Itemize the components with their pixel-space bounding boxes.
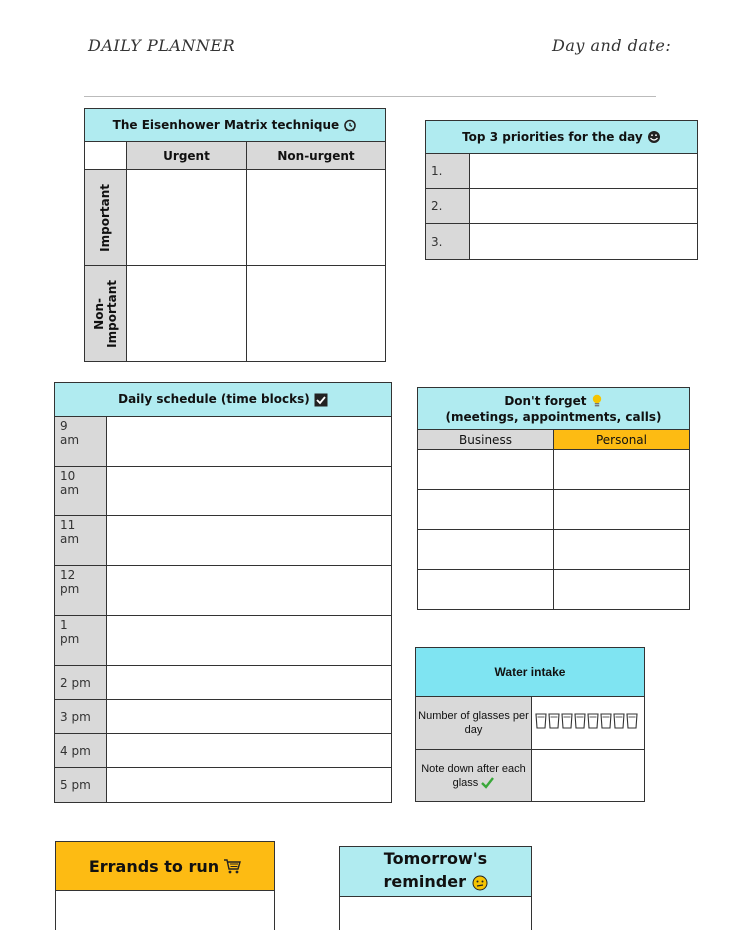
priorities-title-cell — [426, 121, 698, 154]
matrix-corner-cell — [85, 142, 127, 170]
time-slot-label: 10 am — [55, 467, 107, 516]
personal-entry[interactable] — [554, 530, 690, 570]
errands-body[interactable] — [55, 890, 275, 930]
priority-number-1: 1. — [426, 154, 470, 189]
time-slot-label: 12 pm — [55, 566, 107, 616]
priority-field-3[interactable] — [470, 224, 698, 260]
nonurgent-nonimportant-cell[interactable] — [247, 266, 386, 362]
glasses-tracker[interactable] — [532, 697, 645, 750]
header-divider — [84, 96, 656, 97]
glass-icon[interactable] — [627, 714, 637, 728]
note-label-cell — [416, 750, 532, 802]
time-slot-field[interactable] — [107, 700, 392, 734]
glass-icon[interactable] — [562, 714, 572, 728]
time-slot-field[interactable] — [107, 666, 392, 700]
eisenhower-title: The Eisenhower Matrix technique — [112, 117, 340, 132]
schedule-title: Daily schedule (time blocks) — [118, 392, 310, 407]
time-slot-label: 5 pm — [55, 768, 107, 803]
time-slot-field[interactable] — [107, 616, 392, 666]
time-slot-label: 11 am — [55, 516, 107, 566]
row-nonimportant-label: Non- Important — [91, 279, 119, 348]
daily-schedule — [54, 382, 392, 803]
date-label: Day and date: — [552, 36, 672, 55]
col-urgent: Urgent — [127, 142, 247, 170]
errands-header — [55, 841, 275, 891]
errands-title: Errands to run — [88, 856, 220, 876]
glass-icon[interactable] — [536, 714, 546, 728]
row-nonimportant-header — [85, 266, 127, 362]
time-slot-field[interactable] — [107, 734, 392, 768]
time-slot-field[interactable] — [107, 566, 392, 616]
time-slot-field[interactable] — [107, 768, 392, 803]
dont-forget-title-cell — [418, 388, 690, 430]
time-slot-label: 9 am — [55, 417, 107, 467]
row-important-label: Important — [98, 183, 112, 252]
schedule-title-cell — [55, 383, 392, 417]
water-title: Water intake — [416, 648, 645, 697]
dont-forget-title: Don't forget — [504, 393, 587, 408]
glasses-row — [534, 712, 642, 730]
priorities-table — [425, 120, 698, 260]
dont-forget-subtitle: (meetings, appointments, calls) — [445, 409, 662, 424]
col-business: Business — [418, 430, 554, 450]
priority-number-3: 3. — [426, 224, 470, 260]
col-nonurgent: Non-urgent — [247, 142, 386, 170]
tomorrow-title-line2: reminder — [383, 872, 466, 891]
glass-icon[interactable] — [575, 714, 585, 728]
tomorrow-title-line1: Tomorrow's — [383, 849, 488, 868]
nonurgent-important-cell[interactable] — [247, 170, 386, 266]
lightbulb-icon — [591, 394, 603, 408]
eisenhower-title-cell — [85, 109, 386, 142]
priority-field-2[interactable] — [470, 189, 698, 224]
time-slot-label: 4 pm — [55, 734, 107, 768]
note-label: Note down after each glass — [421, 762, 526, 789]
glass-icon[interactable] — [549, 714, 559, 728]
alarm-clock-icon — [343, 118, 357, 132]
urgent-nonimportant-cell[interactable] — [127, 266, 247, 362]
time-slot-field[interactable] — [107, 467, 392, 516]
col-personal: Personal — [554, 430, 690, 450]
time-slot-label: 1 pm — [55, 616, 107, 666]
shopping-cart-icon — [223, 858, 241, 874]
thinking-face-icon — [472, 875, 488, 891]
time-slot-field[interactable] — [107, 417, 392, 467]
eisenhower-matrix — [84, 108, 386, 362]
personal-entry[interactable] — [554, 490, 690, 530]
priority-field-1[interactable] — [470, 154, 698, 189]
time-slot-field[interactable] — [107, 516, 392, 566]
urgent-important-cell[interactable] — [127, 170, 247, 266]
business-entry[interactable] — [418, 530, 554, 570]
priority-number-2: 2. — [426, 189, 470, 224]
dont-forget-table — [417, 387, 690, 610]
business-entry[interactable] — [418, 490, 554, 530]
row-important-header — [85, 170, 127, 266]
planner-title: DAILY PLANNER — [88, 36, 236, 55]
business-entry[interactable] — [418, 450, 554, 490]
note-field[interactable] — [532, 750, 645, 802]
glasses-label: Number of glasses per day — [416, 697, 532, 750]
water-intake-table — [415, 647, 645, 802]
personal-entry[interactable] — [554, 450, 690, 490]
personal-entry[interactable] — [554, 570, 690, 610]
tomorrow-body[interactable] — [339, 896, 532, 930]
checkmark-icon — [481, 777, 494, 789]
time-slot-label: 2 pm — [55, 666, 107, 700]
tomorrow-header — [339, 846, 532, 897]
time-slot-label: 3 pm — [55, 700, 107, 734]
priorities-title: Top 3 priorities for the day — [462, 129, 643, 144]
business-entry[interactable] — [418, 570, 554, 610]
smiley-face-icon — [647, 130, 661, 144]
glass-icon[interactable] — [614, 714, 624, 728]
checkbox-icon — [314, 393, 328, 407]
glass-icon[interactable] — [588, 714, 598, 728]
glass-icon[interactable] — [601, 714, 611, 728]
